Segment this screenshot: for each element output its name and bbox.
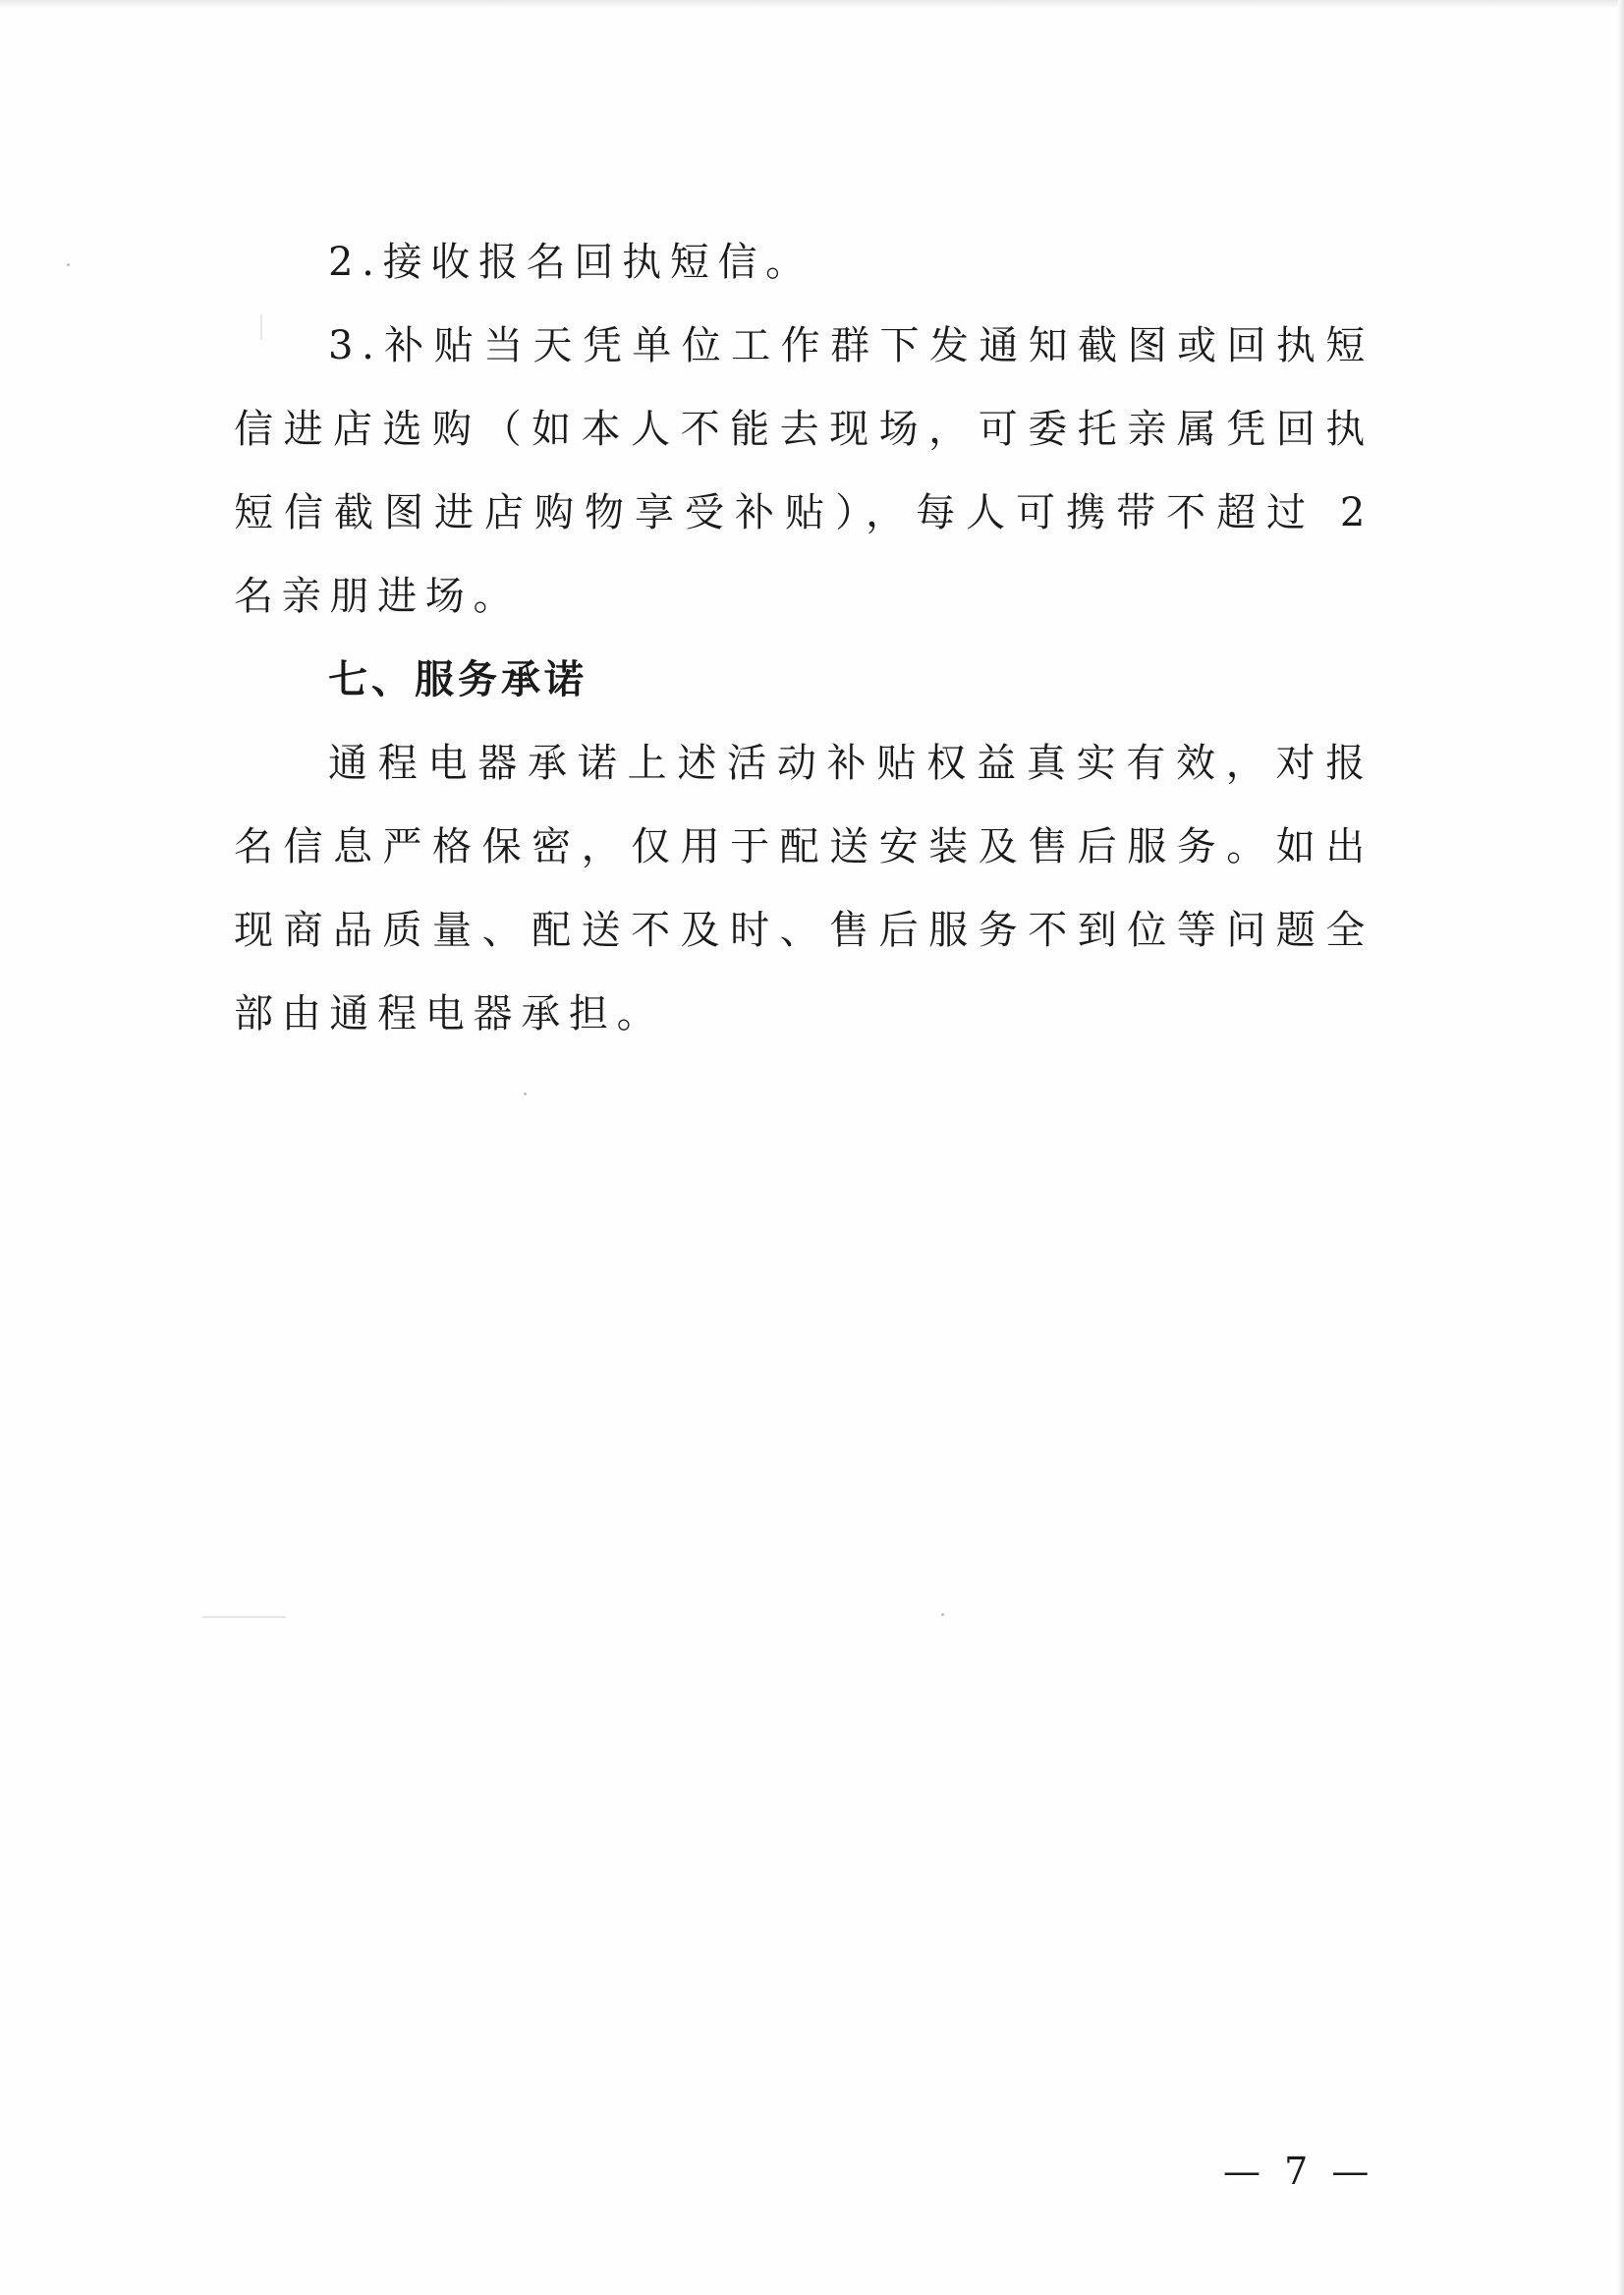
scan-speck <box>941 1613 944 1616</box>
scan-speck <box>67 263 70 266</box>
scan-edge-right <box>1618 0 1624 2295</box>
page-number: — 7 — <box>1223 2150 1375 2193</box>
scan-speck <box>524 1092 527 1095</box>
section-heading: 七、服务承诺 <box>328 657 588 702</box>
scan-edge-top <box>0 0 1624 8</box>
section-paragraph: 通程电器承诺上述活动补贴权益真实有效，对报名信息严格保密，仅用于配送安装及售后服务。如出现商品质量、配送不及时、售后服务不到位等问题全部由通程电器承担。 <box>234 741 1373 1036</box>
paragraph-item-3: 3.补贴当天凭单位工作群下发通知截图或回执短信进店选购（如本人不能去现场，可委托亲属凭回执短信截图进店购物享受补贴），每人可携带不超过 2 名亲朋进场。 <box>234 323 1373 619</box>
scan-artifact <box>202 1616 286 1618</box>
document-body <box>234 221 1373 1056</box>
paragraph-item-2: 2.接收报名回执短信。 <box>328 240 813 285</box>
